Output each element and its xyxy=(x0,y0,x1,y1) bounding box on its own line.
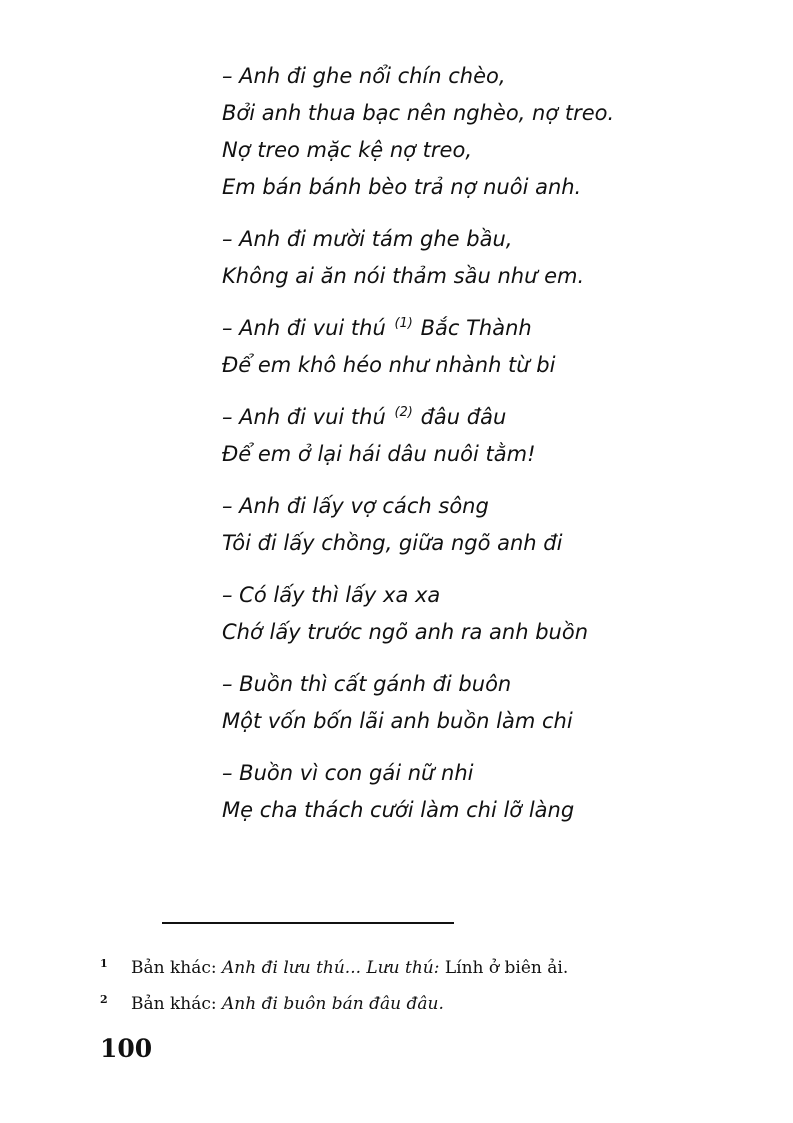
verse-line: Để em ở lại hái dâu nuôi tằm! xyxy=(222,442,536,466)
footnote-label: Bản khác: xyxy=(131,994,217,1014)
footnote-1 xyxy=(100,948,720,984)
poem-body xyxy=(222,58,742,844)
footnote-2 xyxy=(100,984,720,1020)
verse-text: Bắc Thành xyxy=(420,316,532,340)
verse-line: Nợ treo mặc kệ nợ treo, xyxy=(222,138,472,162)
footnote-reference-1: (1) xyxy=(394,316,413,331)
footnote-definition: Lính ở biên ải. xyxy=(444,958,569,978)
stanza-8 xyxy=(222,755,742,829)
footnote-term: Lưu thú: xyxy=(366,958,440,978)
verse-line: Để em khô héo như nhành từ bi xyxy=(222,353,556,377)
footnote-mark: 1 xyxy=(100,957,108,970)
footnote-variant: Anh đi lưu thú... xyxy=(222,958,362,978)
footnote-mark: 2 xyxy=(100,993,108,1006)
verse-line: – Buồn vì con gái nữ nhi xyxy=(222,761,474,785)
verse-line: – Anh đi ghe nổi chín chèo, xyxy=(222,64,506,88)
verse-text: đâu đâu xyxy=(420,405,507,429)
stanza-2 xyxy=(222,221,742,295)
stanza-7 xyxy=(222,666,742,740)
verse-line: Bởi anh thua bạc nên nghèo, nợ treo. xyxy=(222,101,615,125)
stanza-1 xyxy=(222,58,742,206)
stanza-3 xyxy=(222,310,742,384)
verse-line-with-footnote-ref xyxy=(222,399,742,436)
footnote-variant: Anh đi buôn bán đâu đâu. xyxy=(222,994,444,1014)
verse-line: Chớ lấy trước ngõ anh ra anh buồn xyxy=(222,620,589,644)
footnote-label: Bản khác: xyxy=(131,958,217,978)
footnote-divider xyxy=(162,922,454,924)
verse-line: – Có lấy thì lấy xa xa xyxy=(222,583,441,607)
verse-line: Em bán bánh bèo trả nợ nuôi anh. xyxy=(222,175,582,199)
page-number: 100 xyxy=(100,1034,153,1063)
verse-line: – Anh đi mười tám ghe bầu, xyxy=(222,227,513,251)
verse-line: – Anh đi lấy vợ cách sông xyxy=(222,494,489,518)
verse-line: – Buồn thì cất gánh đi buôn xyxy=(222,672,512,696)
verse-line: Mẹ cha thách cưới làm chi lỡ làng xyxy=(222,798,575,822)
verse-line-with-footnote-ref xyxy=(222,310,742,347)
verse-text: – Anh đi vui thú xyxy=(222,405,386,429)
footnotes xyxy=(100,948,720,1020)
stanza-5 xyxy=(222,488,742,562)
stanza-4 xyxy=(222,399,742,473)
verse-line: Một vốn bốn lãi anh buồn làm chi xyxy=(222,709,573,733)
verse-line: Tôi đi lấy chồng, giữa ngõ anh đi xyxy=(222,531,563,555)
footnote-reference-2: (2) xyxy=(394,405,413,420)
verse-line: Không ai ăn nói thảm sầu như em. xyxy=(222,264,585,288)
stanza-6 xyxy=(222,577,742,651)
verse-text: – Anh đi vui thú xyxy=(222,316,386,340)
